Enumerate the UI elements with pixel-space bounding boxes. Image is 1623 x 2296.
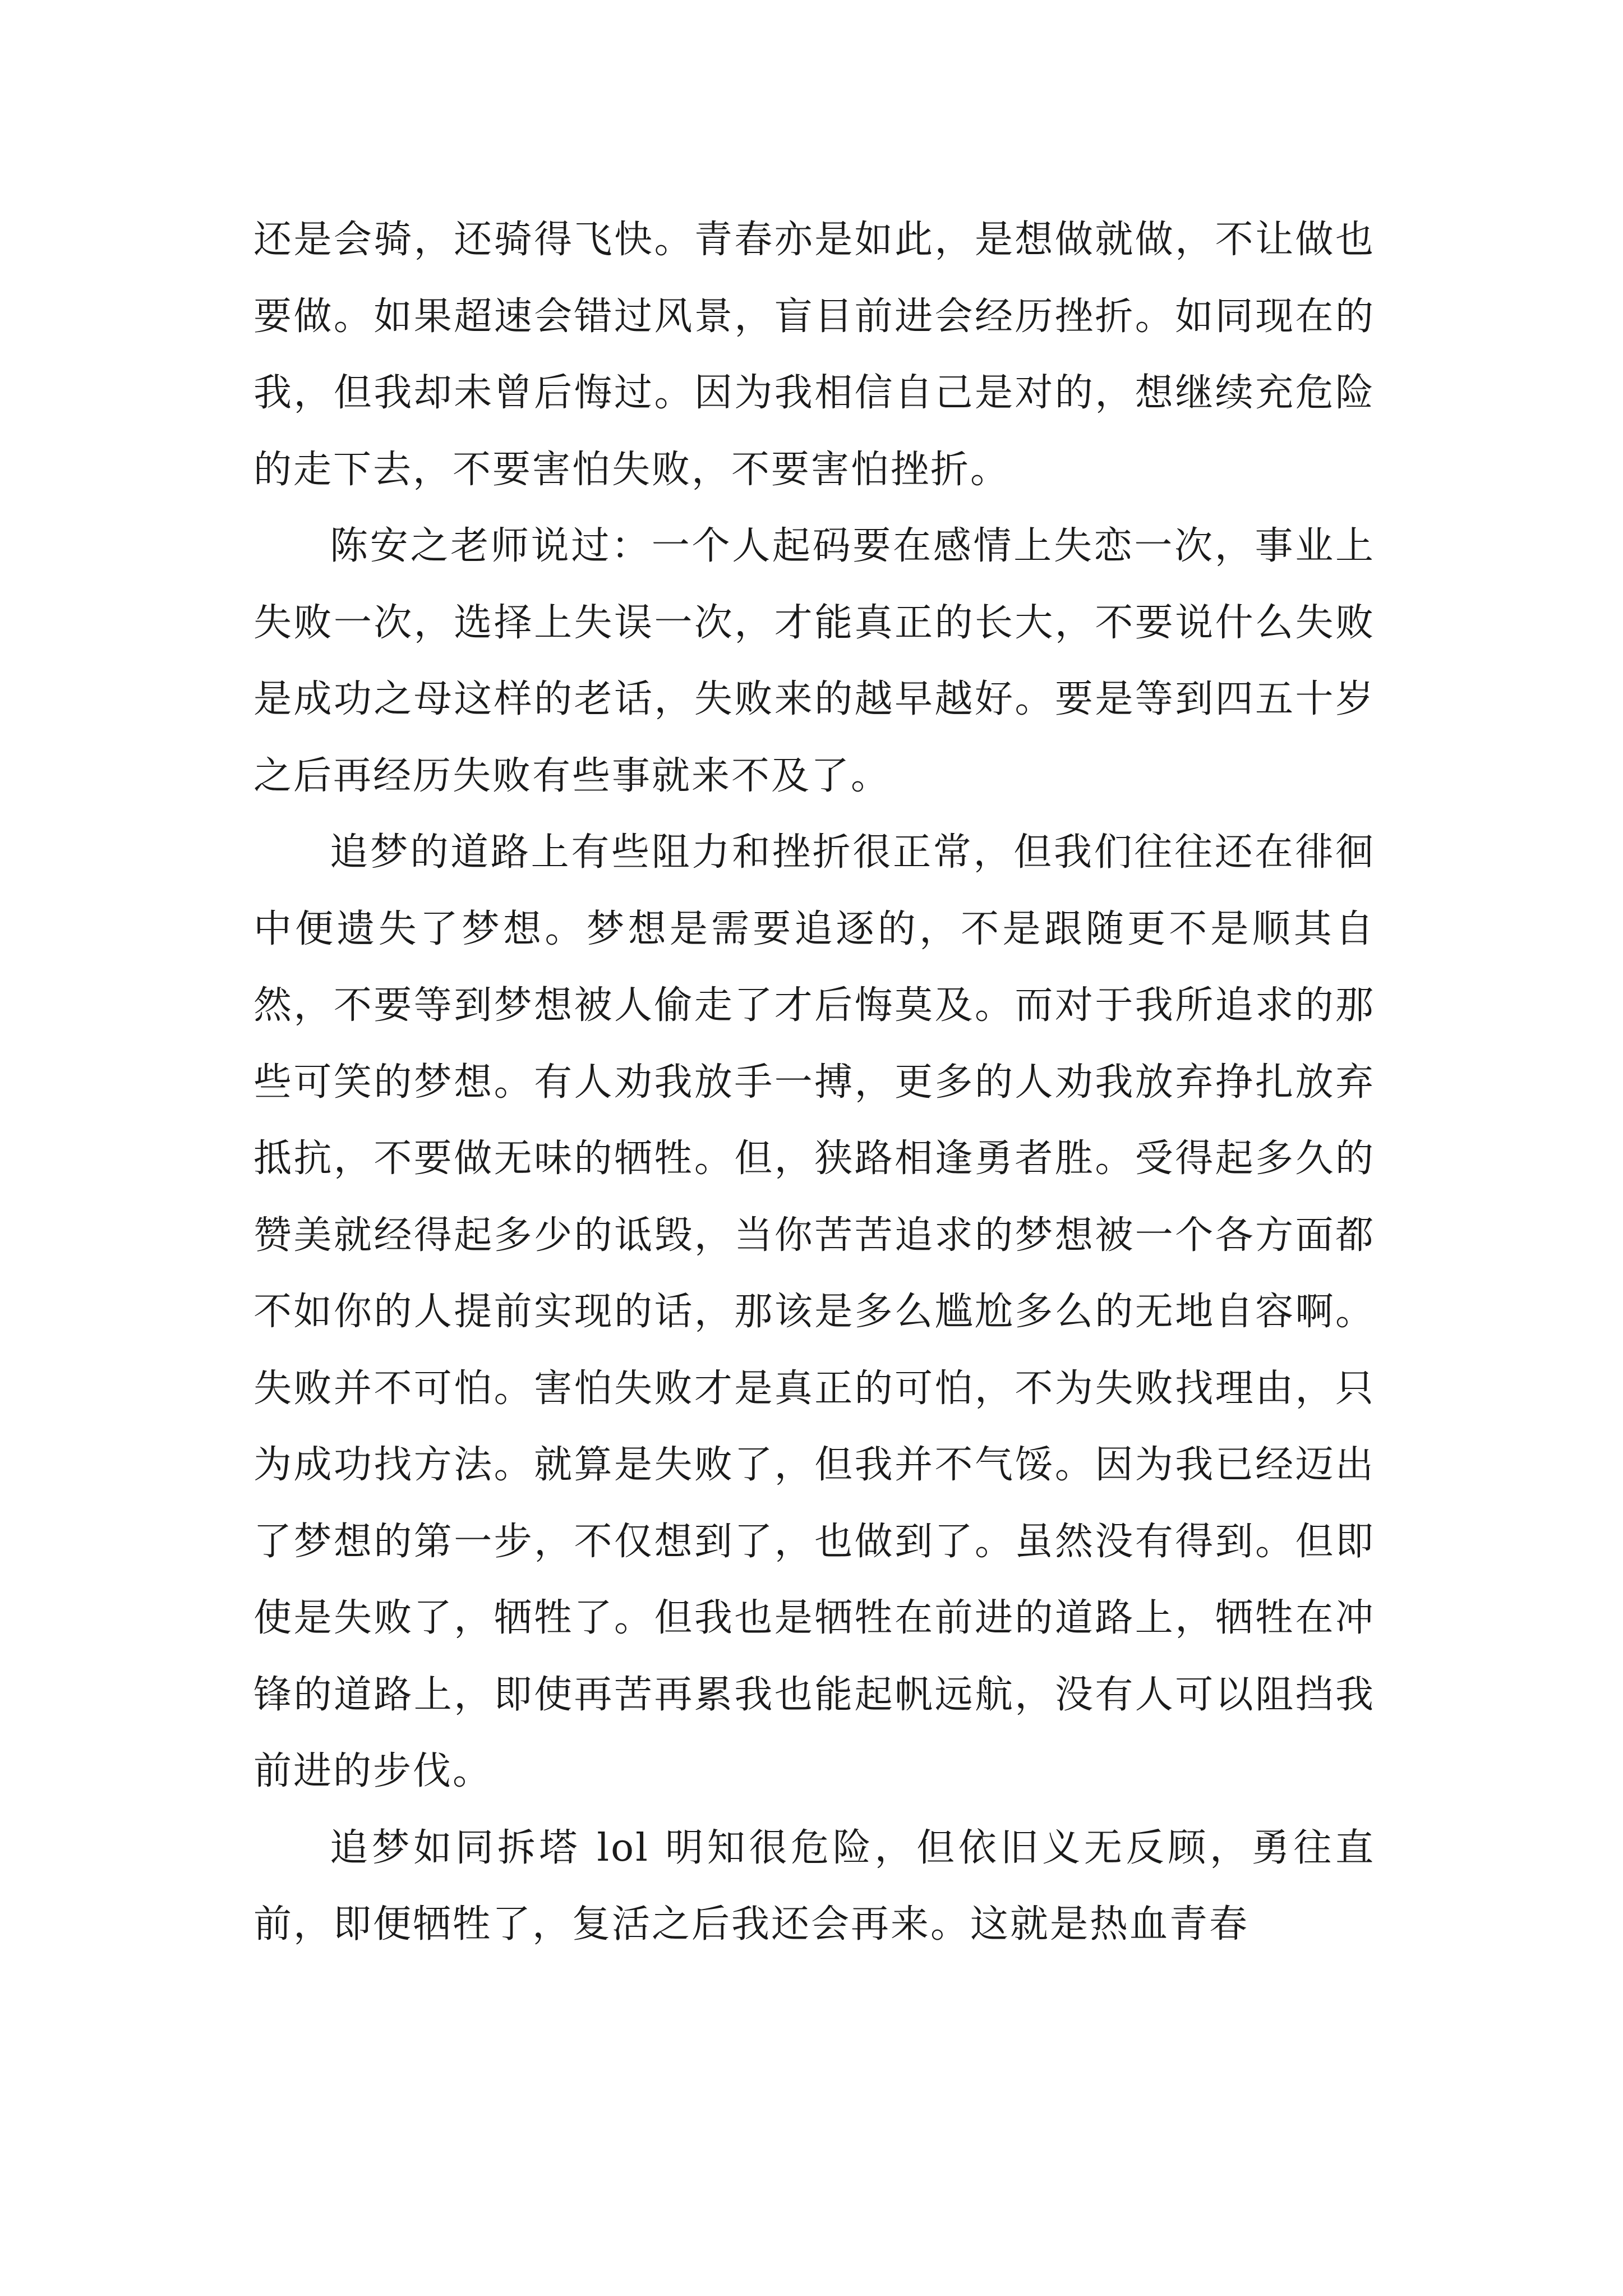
paragraph-2: 陈安之老师说过：一个人起码要在感情上失恋一次，事业上失败一次，选择上失误一次，才能真正的长大，不要说什么失败是成功之母这样的老话，失败来的越早越好。要是等到四五十岁之后再经历失败有些事就来不及了。 (253, 524, 1375, 798)
paragraph-4: 追梦如同拆塔 lol 明知很危险，但依旧义无反顾，勇往直前，即便牺牲了，复活之后我还会再来。这就是热血青春 (253, 1825, 1375, 1947)
document-body (253, 202, 1375, 1963)
paragraph-1: 还是会骑，还骑得飞快。青春亦是如此，是想做就做，不让做也要做。如果超速会错过风景，盲目前进会经历挫折。如同现在的我，但我却未曾后悔过。因为我相信自己是对的，想继续充危险的走下去，不要害怕失败，不要害怕挫折。 (253, 218, 1375, 492)
paragraph-3: 追梦的道路上有些阻力和挫折很正常，但我们往往还在徘徊中便遗失了梦想。梦想是需要追逐的，不是跟随更不是顺其自然，不要等到梦想被人偷走了才后悔莫及。而对于我所追求的那些可笑的梦想。有人劝我放手一搏，更多的人劝我放弃挣扎放弃抵抗，不要做无味的牺牲。但，狭路相逢勇者胜。受得起多久的赞美就经得起多少的诋毁，当你苦苦追求的梦想被一个各方面都不如你的人提前实现的话，那该是多么尴尬多么的无地自容啊。失败并不可怕。害怕失败才是真正的可怕，不为失败找理由，只为成功找方法。就算是失败了，但我并不气馁。因为我已经迈出了梦想的第一步，不仅想到了，也做到了。虽然没有得到。但即使是失败了，牺牲了。但我也是牺牲在前进的道路上，牺牲在冲锋的道路上，即使再苦再累我也能起帆远航，没有人可以阻挡我前进的步伐。 (253, 830, 1375, 1793)
